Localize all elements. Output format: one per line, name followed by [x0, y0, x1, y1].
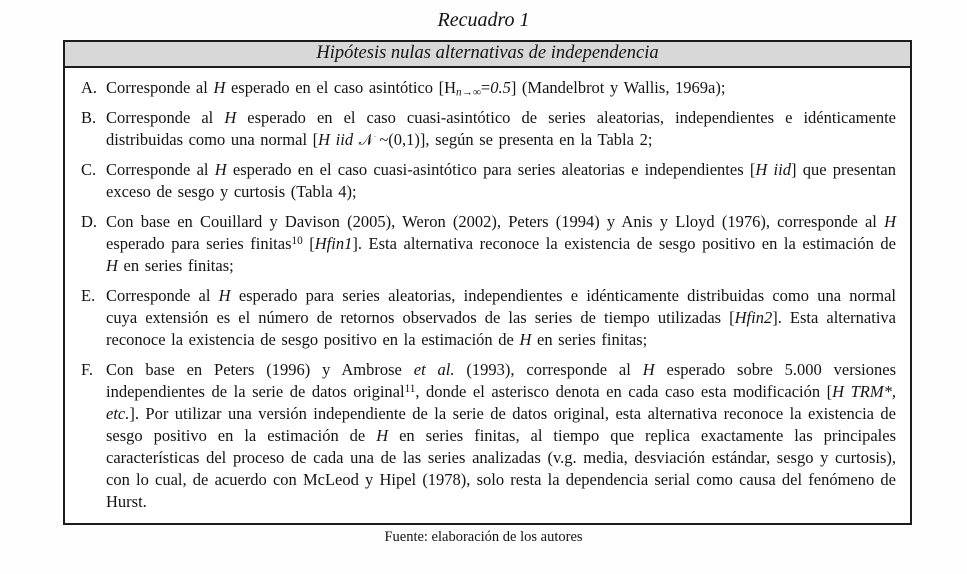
item-letter: A. [81, 78, 98, 97]
recuadro-box [63, 40, 912, 525]
item-letter: C. [81, 160, 97, 179]
item-text: Corresponde al H esperado en el caso cuasi-asintótico para series aleatorias e independientes [H iid] que presentan exceso de sesgo y curtosis (Tabla 4); [106, 160, 896, 201]
item-letter: F. [81, 360, 93, 379]
list-item [81, 285, 896, 351]
list-item [81, 77, 896, 99]
item-text: Con base en Peters (1996) y Ambrose et al. (1993), corresponde al H esperado sobre 5.000 versiones independientes de la serie de datos original$^{11}$, donde el asterisco denota en cada caso esta modificación [H TRM*, etc.]. Por utilizar una versión independiente de la serie de datos original, esta alternativa reconoce la existencia de sesgo positivo en la estimación de H en series finitas, al tiempo que replica exactamente las principales características del proceso de cada una de las series analizadas (v.g. media, desviación estándar, sesgo y curtosis), con lo cual, de acuerdo con McLeod y Hipel (1978), solo resta la dependencia serial como causa del fenómeno de Hurst. [106, 360, 897, 511]
item-text: Corresponde al H esperado en el caso asintótico [Hn→∞=0.5] (Mandelbrot y Wallis, 1969a); [106, 78, 726, 99]
item-list [65, 68, 910, 523]
item-text: Corresponde al H esperado en el caso cuasi-asintótico de series aleatorias, independientes e idénticamente distribuidas como una normal [H iid 𝒩 ~(0,1)], según se presenta en la Tabla 2; [106, 108, 896, 149]
box-title: Hipótesis nulas alternativas de independencia [65, 42, 910, 68]
list-item [81, 211, 896, 277]
list-item [81, 359, 896, 513]
list-item [81, 159, 896, 203]
item-text: Con base en Couillard y Davison (2005), Weron (2002), Peters (1994) y Anis y Lloyd (1976), corresponde al H esperado para series finitas$^{10}$ [Hfin1]. Esta alternativa reconoce la existencia de sesgo positivo en la estimación de H en series finitas; [106, 212, 896, 275]
box-heading: Recuadro 1 [437, 9, 530, 31]
list-item [81, 107, 896, 151]
item-letter: B. [81, 108, 97, 127]
item-text: Corresponde al H esperado para series aleatorias, independientes e idénticamente distribuidas como una normal cuya extensión es el número de retornos observados de las series de tiempo utilizadas [Hfin2]. Esta alternativa reconoce la existencia de sesgo positivo en la estimación de H en series finitas; [106, 286, 896, 349]
item-letter: E. [81, 286, 96, 305]
item-letter: D. [81, 212, 98, 231]
source-note: Fuente: elaboración de los autores [384, 529, 583, 545]
